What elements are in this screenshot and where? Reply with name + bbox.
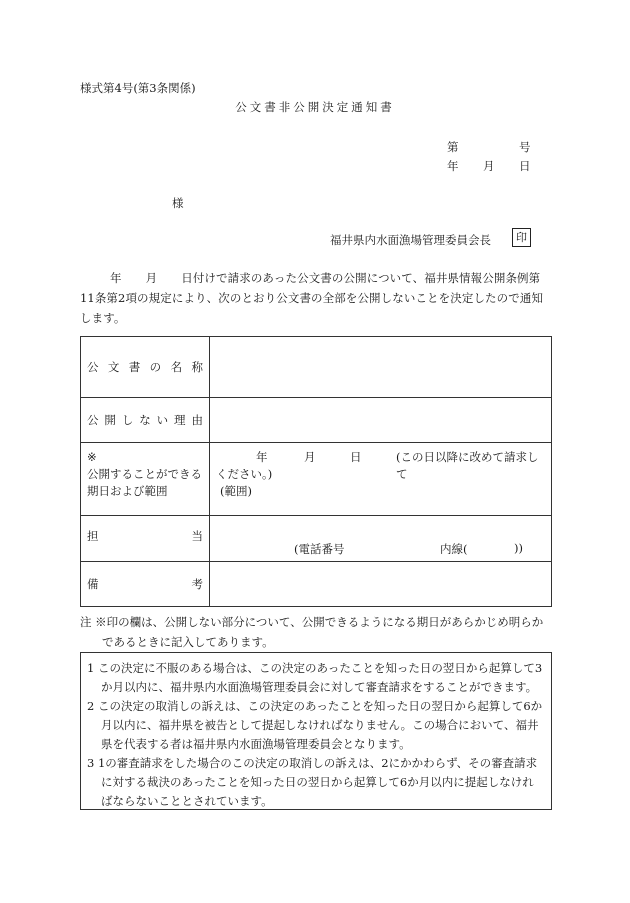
decision-table [80,336,552,607]
date-year: 年 [447,159,459,173]
label-char: な [139,413,151,427]
label-char: 文 [107,360,120,374]
label-char: 称 [191,360,203,374]
seal-stamp-box: 印 [512,228,531,247]
schedule-note-line2: ください。) [216,467,273,481]
doc-name-value [210,337,552,398]
contact-close: )) [514,541,523,555]
contact-label-right: 当 [191,529,203,543]
reason-label [87,412,203,428]
date-month: 月 [483,159,495,173]
doc-no-suffix: 号 [519,140,531,154]
schedule-note-line1: (この日以降に改めて請求して [396,450,539,481]
row-reason [81,398,552,443]
row-document-name [81,337,552,398]
doc-no-label: 第 [447,140,459,154]
remarks-label-right: 考 [191,577,203,591]
remarks-label-left: 備 [87,577,99,591]
label-char: 書 [128,360,141,374]
row-schedule [81,443,552,516]
intro-paragraph [80,268,554,328]
contact-phone: (電話番号 [294,542,345,556]
schedule-label-line2: 期日および範囲 [87,484,168,498]
appeal-item-3: 3 1の審査請求をした場合のこの決定の取消しの訴えは、2にかかわらず、その審査請求に対する裁決のあったことを知った日の翌日から起算して6か月以内に提起しなければならないこととされています。 [87,756,538,808]
appeal-notice-box [80,652,552,810]
doc-name-label [87,359,203,375]
schedule-month: 月 [304,450,316,464]
date-day: 日 [519,159,531,173]
schedule-range: (範囲) [220,484,252,498]
remarks-label [87,576,203,592]
label-char: 名 [170,360,183,374]
label-char: 由 [191,413,203,427]
appeal-item-1: 1 この決定に不服のある場合は、この決定のあったことを知った日の翌日から起算して3か月以内に、福井県内水面漁場管理委員会に対して審査請求をすることができます。 [87,661,543,694]
appeal-item-2: 2 この決定の取消しの訴えは、この決定のあったことを知った日の翌日から起算して6か月以内に、福井県を被告として提起しなければなりません。この場合において、福井県を代表する者は福井県内水面漁場管理委員会となります。 [87,699,543,751]
schedule-year: 年 [256,450,268,464]
label-char: 開 [104,413,116,427]
contact-value [210,516,552,562]
form-number: 様式第4号(第3条関係) [80,81,196,95]
schedule-day: 日 [350,450,362,464]
intro-month: 月 [145,271,158,285]
contact-label [87,528,203,544]
footnote: 注 ※印の欄は、公開しない部分について、公開できるようになる期日があらかじめ明らかであるときに記入してあります。 [80,615,544,649]
row-remarks [81,562,552,607]
row-contact [81,516,552,562]
contact-label-left: 担 [87,529,99,543]
label-char: い [156,413,169,427]
label-char: 公 [87,360,99,374]
label-char: 公 [87,413,99,427]
reason-value [210,398,552,443]
label-char: の [149,360,162,374]
intro-text: 日付けで請求のあった公文書の公開について、福井県情報公開条例第11条第2項の規定により、次のとおり公文書の全部を公開しないことを決定したので通知します。 [80,271,544,325]
schedule-label-line1: 公開することができる [87,467,202,481]
schedule-value [210,443,552,516]
intro-year: 年 [110,271,122,285]
label-char: し [121,413,134,427]
contact-extension: 内線( [440,542,468,556]
sender-name: 福井県内水面漁場管理委員会長 [330,233,491,247]
label-char: 理 [174,413,186,427]
schedule-mark: ※ [87,450,97,464]
page-title: 公文書非公開決定通知書 [235,100,395,114]
addressee-honorific: 様 [172,196,184,210]
remarks-value [210,562,552,607]
